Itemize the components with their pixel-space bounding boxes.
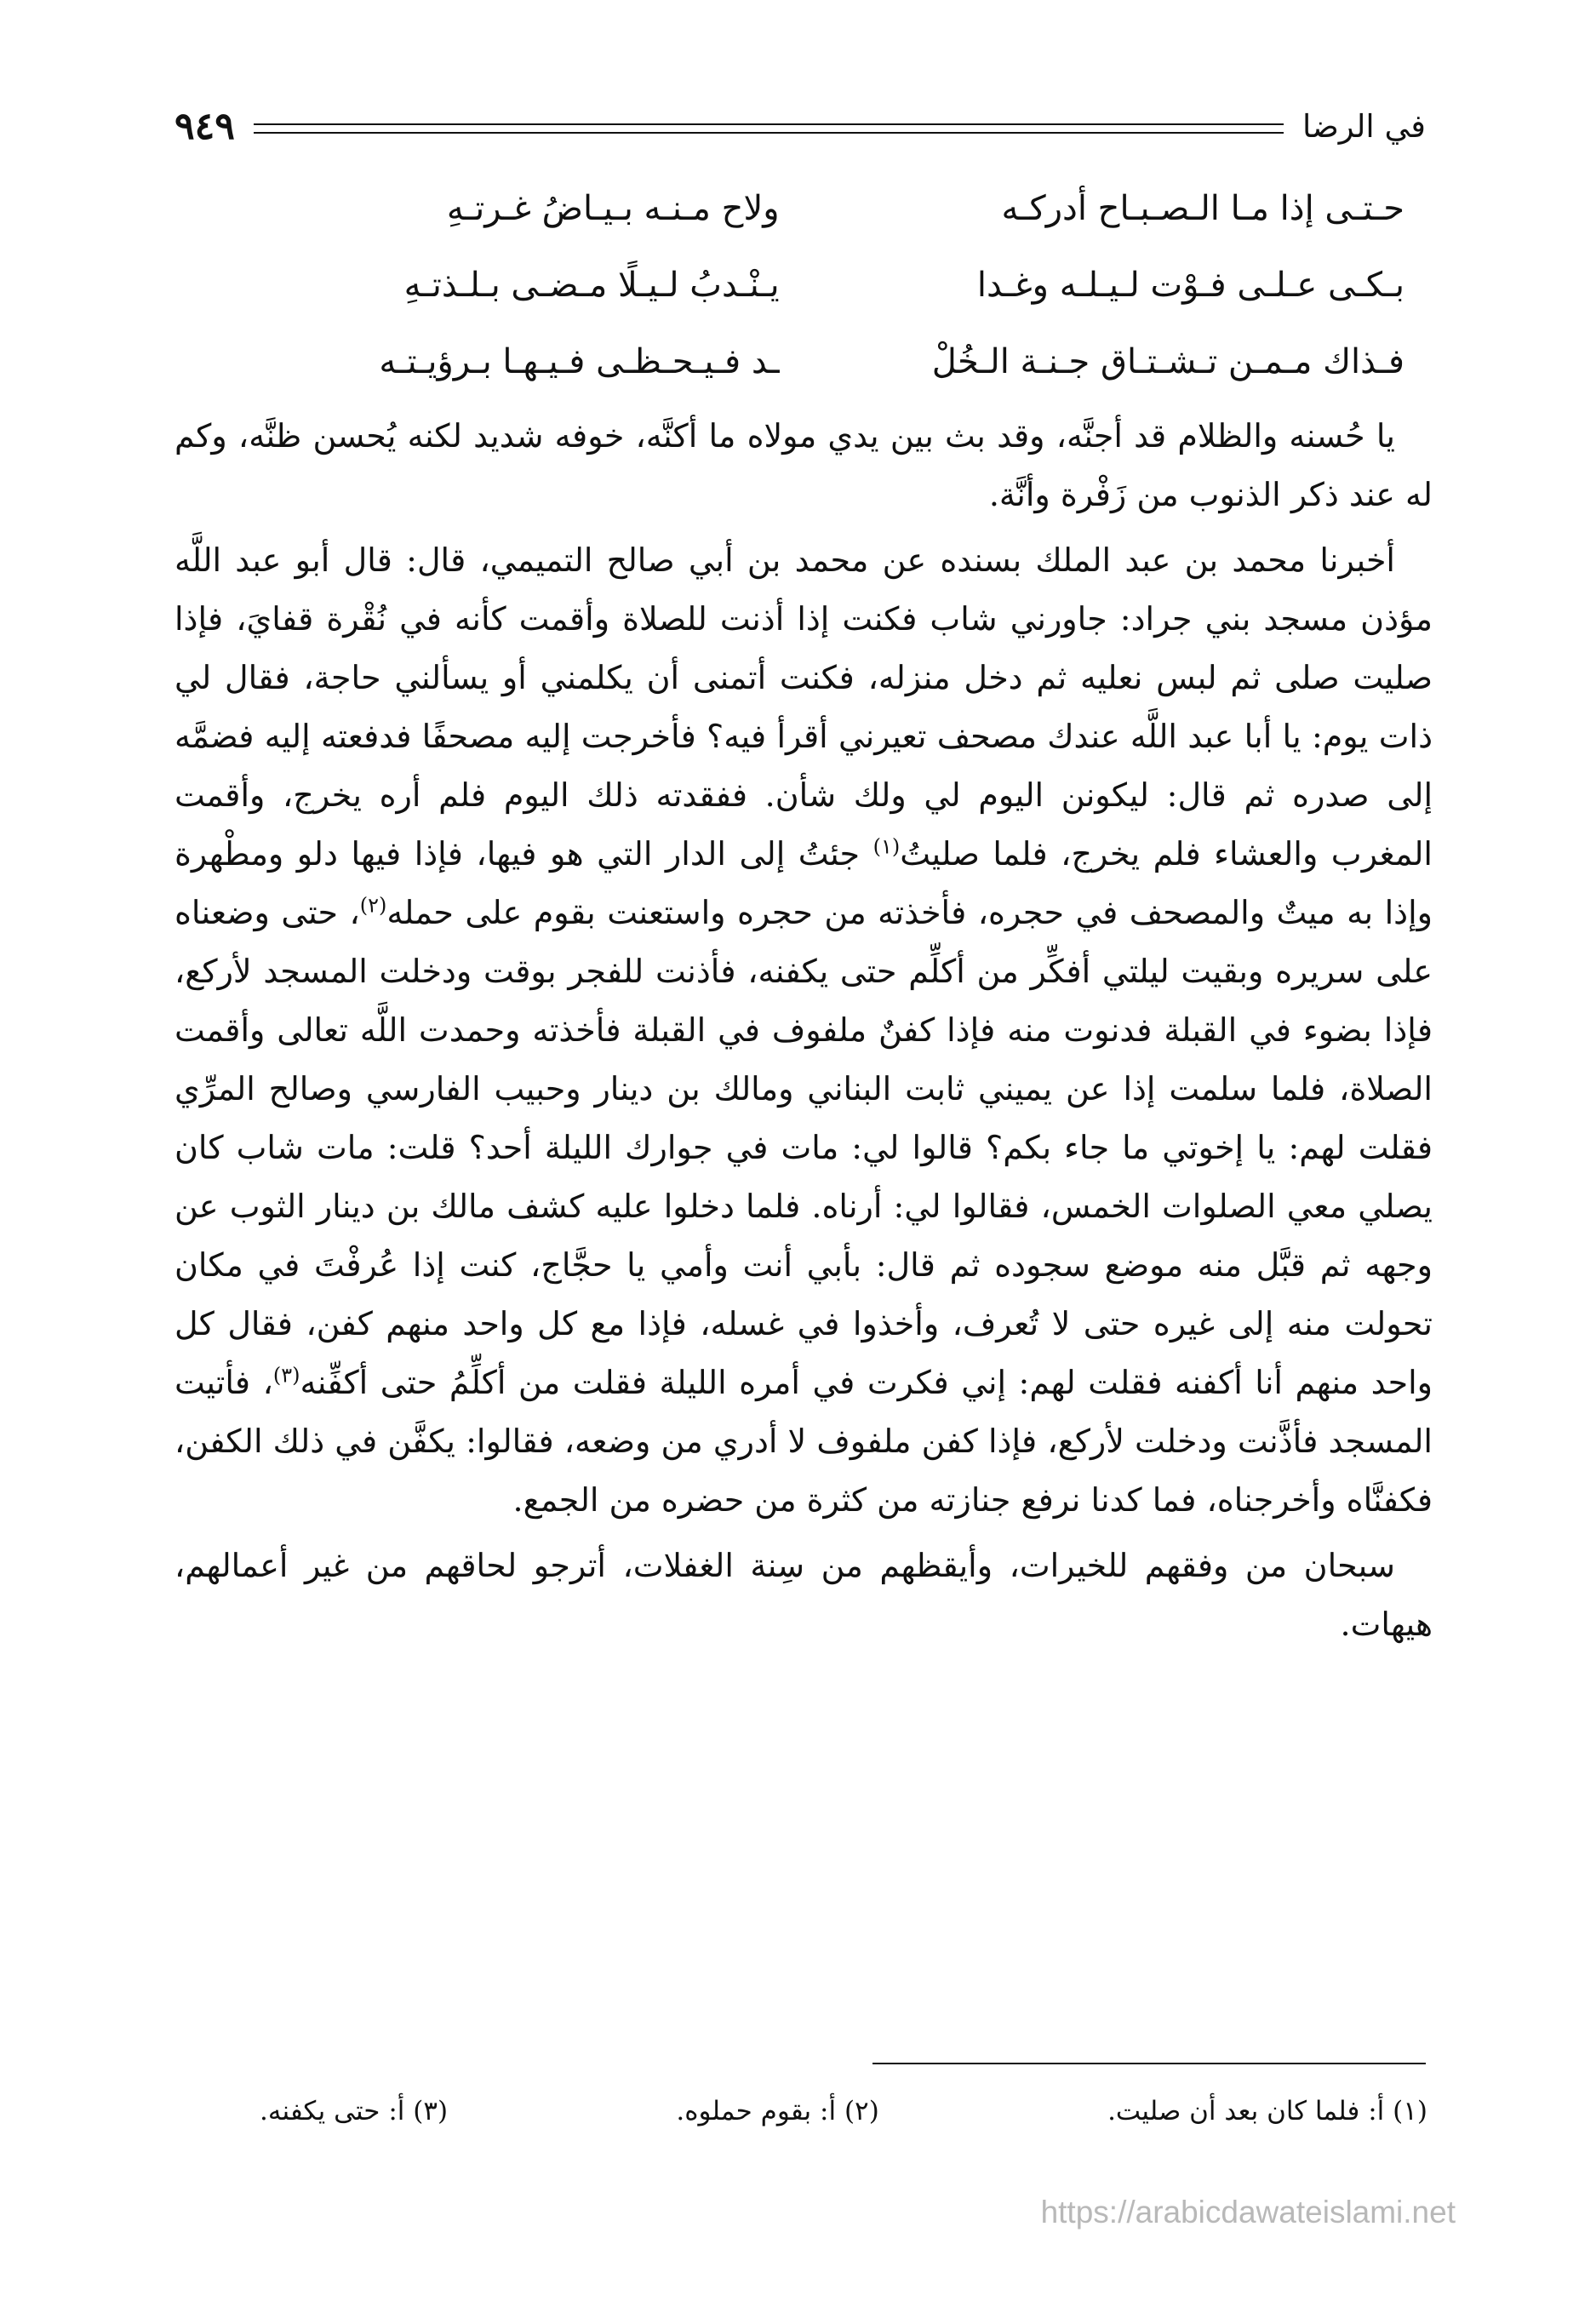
footnote-ref[interactable]: (١)	[872, 834, 901, 859]
footnote-item: (٣) أ: حتى يكفنه.	[260, 2096, 449, 2127]
footnotes	[260, 2096, 1427, 2127]
paragraph: يا حُسنه والظلام قد أجنَّه، وقد بث بين يدي مولاه ما أكنَّه، خوفه شديد لكنه يُحسن ظنَّه، وكم له عند ذكر الذنوب من زَفْرة وأنَّة.	[174, 417, 1433, 513]
footnote-divider	[872, 2063, 1426, 2064]
paragraph-text: جئتُ إلى الدار التي هو فيها، فإذا فيها دلو ومطْهرة وإذا به ميتٌ والمصحف في حجره، فأخذته من حجره واستعنت بقوم على حمله	[174, 835, 1433, 931]
verse-line	[247, 323, 1405, 400]
verse-line	[247, 170, 1405, 247]
footnote-ref[interactable]: (٣)	[272, 1363, 300, 1388]
verse-second-hemistich: يـنْـدبُ لـيـلًا مـضـى بـلـذتـهِ	[403, 266, 780, 305]
paragraph-text: ، فأتيت المسجد فأذَّنت ودخلت لأركع، فإذا كفن ملفوف لا أدري من وضعه، فقالوا: يكفَّن في ذلك الكفن، فكفنَّاه وأخرجناه، فما كدنا نرفع جنازته من كثرة من حضره من الجمع.	[174, 1364, 1433, 1519]
watermark-url: https://arabicdawateislami.net	[1040, 2195, 1456, 2230]
paragraph-text: أخبرنا محمد بن عبد الملك بسنده عن محمد بن أبي صالح التميمي، قال: قال أبو عبد اللَّه مؤذن مسجد بني جراد: جاورني شاب فكنت إذا أذنت للصلاة وأقمت كأنه في نُقْرة قفايَ، فإذا صليت صلى ثم لبس نعليه ثم دخل منزله، فكنت أتمنى أن يكلمني أو يسألني حاجة، فقال لي ذات يوم: يا أبا عبد اللَّه عندك مصحف تعيرني أقرأ فيه؟ فأخرجت إليه مصحفًا فدفعته إليه فضمَّه إلى صدره ثم قال: ليكونن اليوم لي ولك شأن. ففقدته ذلك اليوم فلم أره يخرج، وأقمت المغرب والعشاء فلم يخرج، فلما صليتُ	[174, 541, 1433, 873]
main-text	[174, 407, 1433, 1661]
running-header	[174, 100, 1426, 152]
footnote-item: (١) أ: فلما كان بعد أن صليت.	[1107, 2096, 1427, 2127]
verse-second-hemistich: ولاح مـنـه بـيـاضُ غـرتـهِ	[446, 189, 780, 228]
footnote-item: (٢) أ: بقوم حملوه.	[676, 2096, 879, 2127]
header-double-rule	[254, 123, 1284, 134]
verse-second-hemistich: ـد فـيـحـظـى فـيـهـا بـرؤيـتـه	[379, 342, 780, 381]
paragraph: سبحان من وفقهم للخيرات، وأيقظهم من سِنة الغفلات، أترجو لحاقهم من غير أعمالهم، هيهات.	[174, 1547, 1433, 1643]
verse-first-hemistich: حـتـى إذا مـا الـصـبـاح أدركـه	[1001, 189, 1405, 228]
verse-first-hemistich: بـكـى عـلـى فـوْت لـيـلـه وغـدا	[976, 266, 1405, 305]
verse-first-hemistich: فـذاك مـمـن تـشـتـاق جـنـة الـخُلْ	[931, 342, 1405, 381]
chapter-title: في الرضا	[1302, 107, 1426, 145]
page-number: ٩٤٩	[174, 104, 235, 148]
footnote-ref[interactable]: (٢)	[359, 893, 387, 918]
poem-verses	[247, 170, 1405, 400]
paragraph-text: ، حتى وضعناه على سريره وبقيت ليلتي أفكِّر من أكلِّم حتى يكفنه، فأذنت للفجر بوقت ودخلت المسجد لأركع، فإذا بضوء في القبلة فدنوت منه فإذا كفنٌ ملفوف في القبلة فأخذته وحمدت اللَّه تعالى وأقمت الصلاة، فلما سلمت إذا عن يميني ثابت البناني ومالك بن دينار وحبيب الفارسي وصالح المرِّي فقلت لهم: يا إخوتي ما جاء بكم؟ قالوا لي: مات في جوارك الليلة أحد؟ قلت: مات شاب كان يصلي معي الصلوات الخمس، فقالوا لي: أرناه. فلما دخلوا عليه كشف مالك بن دينار الثوب عن وجهه ثم قبَّل منه موضع سجوده ثم قال: بأبي أنت وأمي يا حجَّاج، كنت إذا عُرفْتَ في مكان تحولت منه إلى غيره حتى لا تُعرف، وأخذوا في غسله، فإذا مع كل واحد منهم كفن، فقال كل واحد منهم أنا أكفنه فقلت لهم: إني فكرت في أمره الليلة فقلت من أكلِّمُ حتى أكفِّنه	[174, 894, 1433, 1401]
paragraph-narration	[174, 531, 1433, 1530]
verse-line	[247, 247, 1405, 323]
